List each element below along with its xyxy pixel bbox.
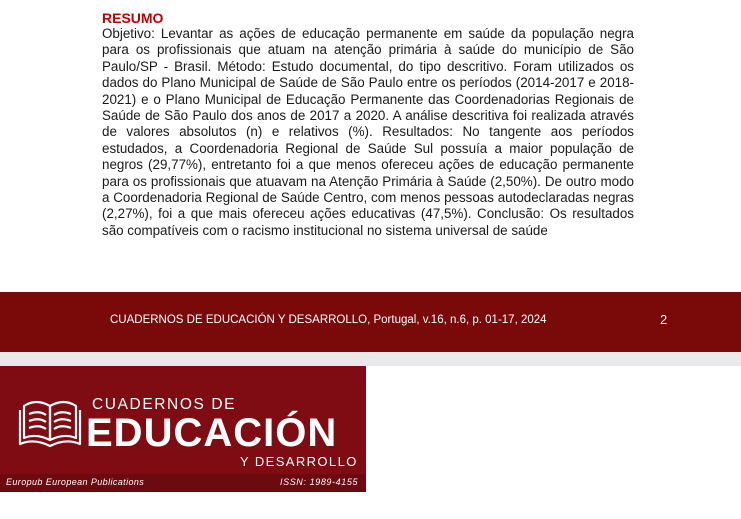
publisher-name: Europub European Publications [6, 477, 145, 487]
abstract-heading: RESUMO [102, 10, 164, 26]
issn-label: ISSN: 1989-4155 [280, 477, 359, 487]
page-footer [0, 292, 741, 352]
abstract-body: Objetivo: Levantar as ações de educação permanente em saúde da população negra para os profissionais que atuam na atenção primária à saúde do município de São Paulo/SP - Brasil. Método: Estudo documental, do tipo descritivo. Foram utilizados os dados do Plano Municipal de Saúde de São Paulo entre os períodos (2014-2017 e 2018-2021) e o Plano Municipal de Educação Permanente das Coordenadorias Regionais de Saúde de São Paulo dos anos de 2017 a 2020. A análise descritiva foi realizada através de valores absolutos (n) e relativos (%). Resultados: No tangente aos períodos estudados, a Coordenadoria Regional de Saúde Sul possuía a maior população de negros (29,77%), entretanto foi a que menos ofereceu ações de educação permanente para os profissionais que atuavam na Atenção Primária à Saúde (2,50%). De outro modo a Coordenadoria Regional de Saúde Centro, com menos pessoas autodeclaradas negras (2,27%), foi a que mais ofereceu ações educativas (47,5%). Conclusão: Os resultados são compatíveis com o racismo institucional no sistema universal de saúde [102, 26, 634, 238]
logo-line-educacion: EDUCACIÓN [86, 411, 338, 455]
logo-footer-strip [0, 474, 366, 492]
page-number: 2 [660, 312, 668, 327]
next-page [0, 366, 741, 519]
footer-citation: CUADERNOS DE EDUCACIÓN Y DESARROLLO, Portugal, v.16, n.6, p. 01-17, 2024 [110, 314, 547, 326]
logo-line-cuadernos: CUADERNOS DE [92, 396, 237, 413]
page-separator [0, 352, 741, 366]
open-book-icon [14, 388, 86, 454]
journal-logo-banner [0, 366, 366, 492]
logo-line-desarrollo: Y DESARROLLO [240, 454, 358, 469]
abstract-section [102, 10, 634, 239]
